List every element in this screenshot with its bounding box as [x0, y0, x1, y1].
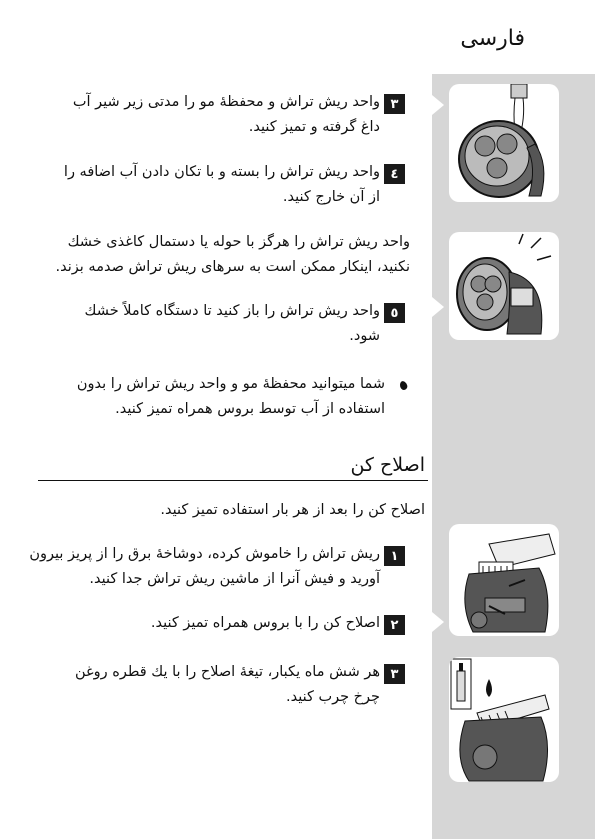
step-number-badge: ٣ [384, 94, 405, 114]
oil-trimmer-illustration [449, 657, 559, 782]
section-divider [38, 480, 428, 481]
pointer-arrow [432, 612, 444, 632]
pointer-arrow [432, 297, 444, 317]
rinse-shaver-illustration [449, 84, 559, 202]
page-title: فارسی [460, 26, 525, 51]
step-number-badge: ٤ [384, 164, 405, 184]
step-text: واحد ریش تراش و محفظهٔ مو را مدتی زیر شیر آب داغ گرفته و تمیز کنید. [72, 94, 380, 135]
step-number-badge: ٥ [384, 303, 405, 323]
tip-text: شما میتوانید محفظهٔ مو و واحد ریش تراش را بدون استفاده از آب توسط بروس همراه تمیز کنید. [76, 376, 385, 417]
step-number-badge: ١ [384, 546, 405, 566]
step-text: هر شش ماه یکبار، تیغهٔ اصلاح را با یك قطره روغن چرخ چرب کنید. [75, 664, 380, 705]
step-text: اصلاح کن را با بروس همراه تمیز کنید. [150, 615, 380, 631]
trimmer-brush-illustration [449, 524, 559, 636]
step-text: ریش تراش را خاموش کرده، دوشاخهٔ برق را از پریز بیرون آورید و فیش آنرا از ماشین ریش تراش جدا کنید. [29, 546, 380, 587]
step-number-badge: ٢ [384, 615, 405, 635]
step-text: واحد ریش تراش را بسته و با تکان دادن آب اضافه را از آن خارج کنید. [63, 164, 380, 205]
bullet-icon [399, 380, 409, 391]
step-number-badge: ٣ [384, 664, 405, 684]
warning-text: واحد ریش تراش را هرگز با حوله یا دستمال کاغذی خشك نکنید، اینکار ممکن است به سرهای ریش تراش صدمه بزند. [55, 234, 410, 275]
step-text: واحد ریش تراش را باز کنید تا دستگاه کاملاً خشك شود. [84, 303, 380, 344]
section-heading: اصلاح کن [350, 454, 425, 476]
intro-text: اصلاح کن را بعد از هر بار استفاده تمیز کنید. [160, 502, 425, 518]
pointer-arrow [432, 95, 444, 115]
open-shaver-illustration [449, 232, 559, 340]
